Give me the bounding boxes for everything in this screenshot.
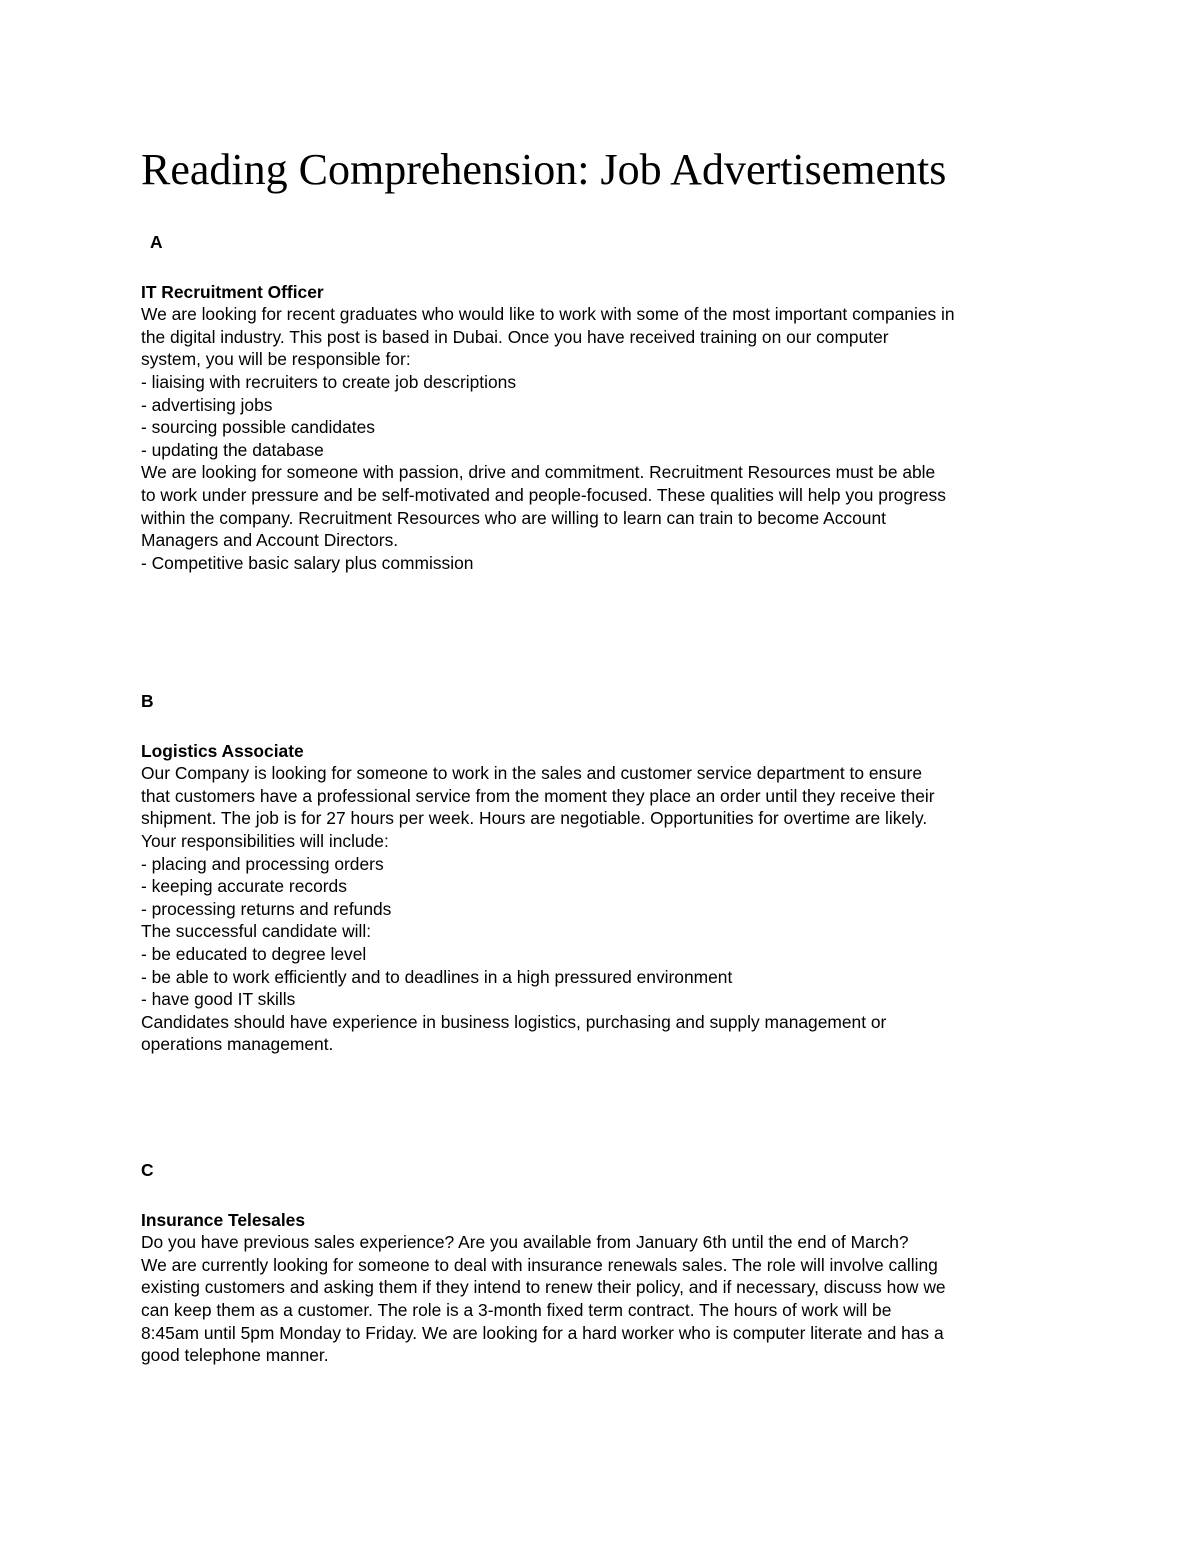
section-letter: B xyxy=(141,691,154,711)
bullet-line: - sourcing possible candidates xyxy=(141,417,375,438)
job-ad-b xyxy=(141,690,1081,1056)
bullet-line: - keeping accurate records xyxy=(141,876,347,897)
bullet-line: - processing returns and refunds xyxy=(141,898,392,919)
bullet-line: - advertising jobs xyxy=(141,394,273,415)
body-line: that customers have a professional service from the moment they place an order until they receive their xyxy=(141,785,935,806)
job-ad-a xyxy=(141,231,1081,574)
job-title: Logistics Associate xyxy=(141,740,304,761)
bullet-line: - liaising with recruiters to create job descriptions xyxy=(141,371,517,392)
bullet-line: - be able to work efficiently and to deadlines in a high pressured environment xyxy=(141,966,733,987)
bullet-line: - have good IT skills xyxy=(141,989,296,1010)
body-line: We are currently looking for someone to deal with insurance renewals sales. The role will involve calling xyxy=(141,1254,938,1275)
job-ad-c xyxy=(141,1159,1081,1367)
body-line: operations management. xyxy=(141,1034,334,1055)
bullet-line: - Competitive basic salary plus commission xyxy=(141,552,474,573)
spacer xyxy=(141,713,1081,740)
body-line: the digital industry. This post is based in Dubai. Once you have received training on our computer xyxy=(141,326,889,347)
body-line: within the company. Recruitment Resources who are willing to learn can train to become Account xyxy=(141,507,886,528)
body-line: system, you will be responsible for: xyxy=(141,349,411,370)
body-line: can keep them as a customer. The role is a 3-month fixed term contract. The hours of work will be xyxy=(141,1299,892,1320)
body-line: Managers and Account Directors. xyxy=(141,530,399,551)
spacer xyxy=(141,254,1081,281)
section-letter: A xyxy=(150,232,163,252)
body-line: Candidates should have experience in business logistics, purchasing and supply management or xyxy=(141,1011,887,1032)
body-line: We are looking for someone with passion, drive and commitment. Recruitment Resources must be able xyxy=(141,462,936,483)
body-line: to work under pressure and be self-motivated and people-focused. These qualities will help you progress xyxy=(141,484,946,505)
body-line: existing customers and asking them if they intend to renew their policy, and if necessary, discuss how we xyxy=(141,1277,946,1298)
bullet-line: - updating the database xyxy=(141,439,324,460)
bullet-line: - be educated to degree level xyxy=(141,943,367,964)
bullet-line: - placing and processing orders xyxy=(141,853,384,874)
body-line: Your responsibilities will include: xyxy=(141,830,389,851)
spacer xyxy=(141,1182,1081,1209)
body-line: shipment. The job is for 27 hours per week. Hours are negotiable. Opportunities for overtime are likely. xyxy=(141,808,928,829)
body-line: We are looking for recent graduates who would like to work with some of the most important companies in xyxy=(141,304,955,325)
job-title: Insurance Telesales xyxy=(141,1209,306,1230)
body-line: good telephone manner. xyxy=(141,1345,329,1366)
body-line: The successful candidate will: xyxy=(141,921,372,942)
body-line: Do you have previous sales experience? Are you available from January 6th until the end of March? xyxy=(141,1232,909,1253)
section-letter: C xyxy=(141,1160,154,1180)
job-title: IT Recruitment Officer xyxy=(141,281,324,302)
page-title: Reading Comprehension: Job Advertisements xyxy=(141,145,947,194)
body-line: 8:45am until 5pm Monday to Friday. We are looking for a hard worker who is computer literate and has a xyxy=(141,1322,944,1343)
body-line: Our Company is looking for someone to work in the sales and customer service department to ensure xyxy=(141,763,923,784)
